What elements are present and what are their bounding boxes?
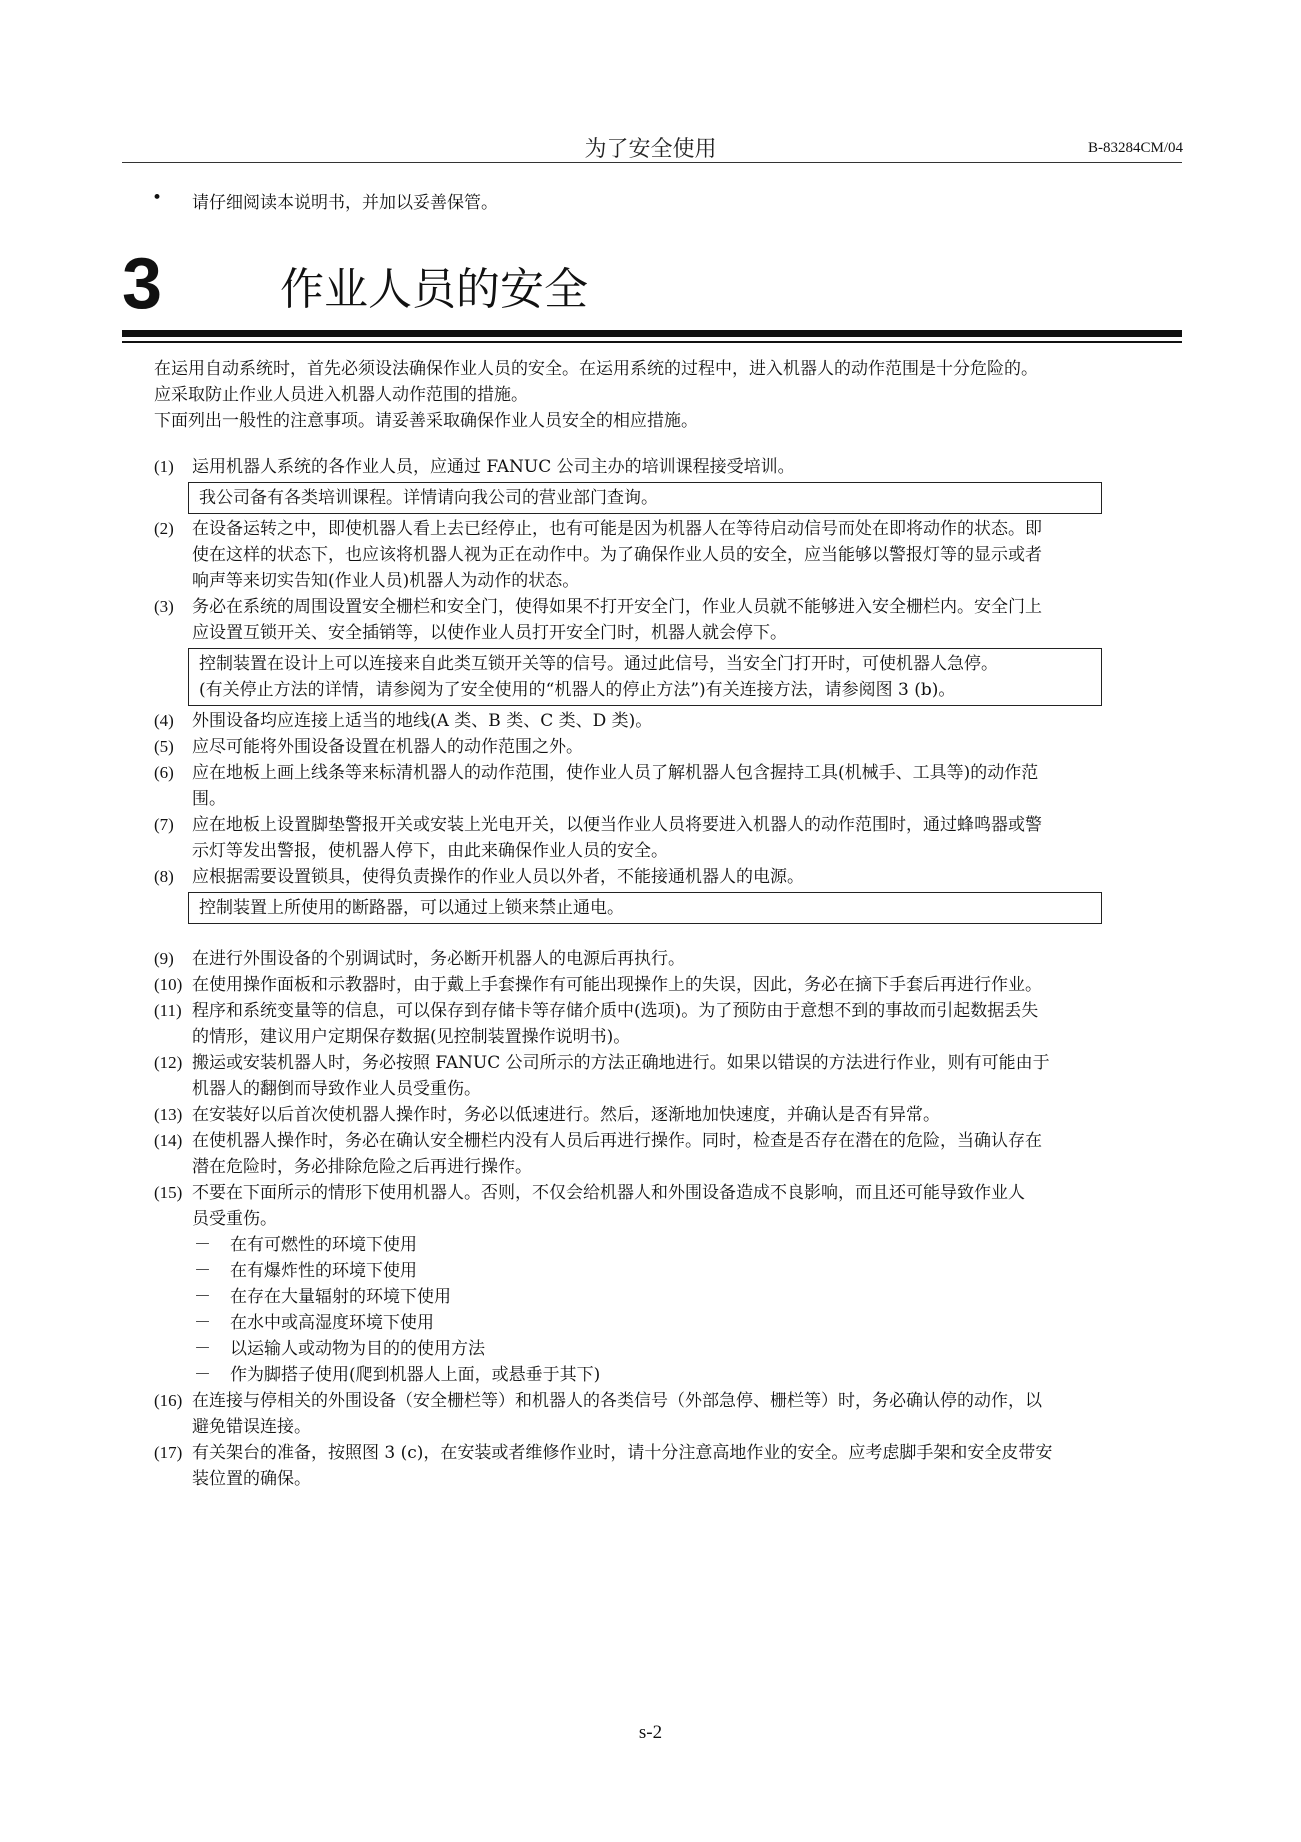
note-line: 我公司备有各类培训课程。详情请向我公司的营业部门查询。 bbox=[199, 488, 658, 508]
list-item-number: (15) bbox=[154, 1183, 183, 1202]
list-item bbox=[154, 516, 1184, 594]
list-item-line: 外围设备均应连接上适当的地线(A 类、B 类、C 类、D 类)。 bbox=[192, 711, 653, 731]
sublist-item bbox=[194, 1232, 1184, 1258]
list-item-number: (1) bbox=[154, 457, 174, 476]
spacer bbox=[154, 434, 1184, 454]
list-item-number: (10) bbox=[154, 975, 183, 994]
sublist-item-text: 在水中或高湿度环境下使用 bbox=[230, 1313, 434, 1333]
list-item-line: 在使机器人操作时，务必在确认安全栅栏内没有人员后再进行操作。同时，检查是否存在潜在的危险，当确认存在 bbox=[192, 1131, 1042, 1151]
list-item-number: (16) bbox=[154, 1391, 183, 1410]
page-header-title: 为了安全使用 bbox=[584, 137, 717, 162]
list-item-line: 应在地板上设置脚垫警报开关或安装上光电开关，以便当作业人员将要进入机器人的动作范围时，通过蜂鸣器或警 bbox=[192, 815, 1042, 835]
sublist-item bbox=[194, 1336, 1184, 1362]
dash-icon: － bbox=[194, 1339, 211, 1359]
list-item-text bbox=[192, 516, 1184, 594]
chapter-title: 作业人员的安全 bbox=[280, 264, 588, 315]
sublist-item bbox=[194, 1310, 1184, 1336]
list-item-number: (8) bbox=[154, 867, 174, 886]
list-item-line: 机器人的翻倒而导致作业人员受重伤。 bbox=[192, 1079, 481, 1099]
list-item-text bbox=[192, 734, 1184, 760]
bullet-icon: • bbox=[152, 188, 163, 208]
list-item-number: (17) bbox=[154, 1443, 183, 1462]
list-item-line: 应在地板上画上线条等来标清机器人的动作范围，使作业人员了解机器人包含握持工具(机械手、工具等)的动作范 bbox=[192, 763, 1039, 783]
list-item-line: 在设备运转之中，即使机器人看上去已经停止，也有可能是因为机器人在等待启动信号而处在即将动作的状态。即 bbox=[192, 519, 1042, 539]
list-item-line: 应根据需要设置锁具，使得负责操作的作业人员以外者，不能接通机器人的电源。 bbox=[192, 867, 804, 887]
list-item-line: 员受重伤。 bbox=[192, 1209, 277, 1229]
list-item-text bbox=[192, 1388, 1184, 1440]
sublist-item-text: 在有爆炸性的环境下使用 bbox=[230, 1261, 417, 1281]
list-item-line: 有关架台的准备，按照图 3 (c)，在安装或者维修作业时，请十分注意高地作业的安全。应考虑脚手架和安全皮带安 bbox=[192, 1443, 1053, 1463]
list-item-number: (7) bbox=[154, 815, 174, 834]
list-item bbox=[154, 708, 1184, 734]
dash-icon: － bbox=[194, 1287, 211, 1307]
sublist-item-text: 在存在大量辐射的环境下使用 bbox=[230, 1287, 451, 1307]
list-item-number: (2) bbox=[154, 519, 174, 538]
list-item bbox=[154, 594, 1184, 646]
sublist-item bbox=[194, 1362, 1184, 1388]
chapter-rule-thick bbox=[122, 330, 1182, 337]
list-item-number: (9) bbox=[154, 949, 174, 968]
list-item-text bbox=[192, 1440, 1184, 1492]
list-item-line: 程序和系统变量等的信息，可以保存到存储卡等存储介质中(选项)。为了预防由于意想不到的事故而引起数据丢失 bbox=[192, 1001, 1039, 1021]
list-item bbox=[154, 454, 1184, 480]
list-item-number: (12) bbox=[154, 1053, 183, 1072]
note-box bbox=[188, 892, 1102, 924]
list-item-line: 装位置的确保。 bbox=[192, 1469, 311, 1489]
dash-icon: － bbox=[194, 1313, 211, 1333]
list-item-text bbox=[192, 972, 1184, 998]
list-item bbox=[154, 1128, 1184, 1180]
list-item bbox=[154, 998, 1184, 1050]
list-item-text bbox=[192, 454, 1184, 480]
list-item bbox=[154, 734, 1184, 760]
intro-bullet-text: 请仔细阅读本说明书，并加以妥善保管。 bbox=[192, 193, 498, 213]
list-item-line: 的情形，建议用户定期保存数据(见控制装置操作说明书)。 bbox=[192, 1027, 631, 1047]
note-box bbox=[188, 648, 1102, 706]
list-item bbox=[154, 864, 1184, 890]
note-line: 控制装置上所使用的断路器，可以通过上锁来禁止通电。 bbox=[199, 898, 624, 918]
list-item-text bbox=[192, 1050, 1184, 1102]
intro-paragraph-line: 应采取防止作业人员进入机器人动作范围的措施。 bbox=[154, 385, 528, 405]
list-item-text bbox=[192, 946, 1184, 972]
dash-icon: － bbox=[194, 1261, 211, 1281]
sublist-item-text: 以运输人或动物为目的的使用方法 bbox=[230, 1339, 485, 1359]
list-item-line: 运用机器人系统的各作业人员，应通过 FANUC 公司主办的培训课程接受培训。 bbox=[192, 457, 795, 477]
header-rule bbox=[122, 162, 1182, 163]
page-number: s-2 bbox=[638, 1722, 663, 1743]
list-item bbox=[154, 972, 1184, 998]
list-item-line: 搬运或安装机器人时，务必按照 FANUC 公司所示的方法正确地进行。如果以错误的方法进行作业，则有可能由于 bbox=[192, 1053, 1050, 1073]
spacer bbox=[154, 926, 1184, 946]
list-item bbox=[154, 760, 1184, 812]
dash-icon: － bbox=[194, 1235, 211, 1255]
list-item-line: 避免错误连接。 bbox=[192, 1417, 311, 1437]
list-item-text bbox=[192, 864, 1184, 890]
sublist bbox=[194, 1232, 1184, 1388]
intro-paragraph-line: 在运用自动系统时，首先必须设法确保作业人员的安全。在运用系统的过程中，进入机器人的动作范围是十分危险的。 bbox=[154, 359, 1038, 379]
list-item-text bbox=[192, 1180, 1184, 1232]
list-item-text bbox=[192, 760, 1184, 812]
list-item-number: (14) bbox=[154, 1131, 183, 1150]
list-item-number: (5) bbox=[154, 737, 174, 756]
note-box bbox=[188, 482, 1102, 514]
list-item-line: 示灯等发出警报，使机器人停下，由此来确保作业人员的安全。 bbox=[192, 841, 668, 861]
intro-paragraph-line: 下面列出一般性的注意事项。请妥善采取确保作业人员安全的相应措施。 bbox=[154, 411, 698, 431]
list-item-line: 应尽可能将外围设备设置在机器人的动作范围之外。 bbox=[192, 737, 583, 757]
list-item-line: 务必在系统的周围设置安全栅栏和安全门，使得如果不打开安全门，作业人员就不能够进入安全栅栏内。安全门上 bbox=[192, 597, 1042, 617]
list-item-line: 在使用操作面板和示教器时，由于戴上手套操作有可能出现操作上的失误，因此，务必在摘下手套后再进行作业。 bbox=[192, 975, 1042, 995]
note-line: 控制装置在设计上可以连接来自此类互锁开关等的信号。通过此信号，当安全门打开时，可使机器人急停。 bbox=[199, 654, 998, 674]
sublist-item bbox=[194, 1284, 1184, 1310]
list-item bbox=[154, 1388, 1184, 1440]
list-item bbox=[154, 812, 1184, 864]
list-item bbox=[154, 1102, 1184, 1128]
list-item bbox=[154, 1440, 1184, 1492]
note-line: (有关停止方法的详情，请参阅为了安全使用的“机器人的停止方法”)有关连接方法，请参阅图 3 (b)。 bbox=[199, 680, 956, 700]
list-item bbox=[154, 1050, 1184, 1102]
list-item-text bbox=[192, 708, 1184, 734]
list-item-line: 不要在下面所示的情形下使用机器人。否则，不仅会给机器人和外围设备造成不良影响，而且还可能导致作业人 bbox=[192, 1183, 1025, 1203]
list-item-line: 在安装好以后首次使机器人操作时，务必以低速进行。然后，逐渐地加快速度，并确认是否有异常。 bbox=[192, 1105, 940, 1125]
dash-icon: － bbox=[194, 1365, 211, 1385]
list-item-line: 响声等来切实告知(作业人员)机器人为动作的状态。 bbox=[192, 571, 580, 591]
list-item-line: 使在这样的状态下，也应该将机器人视为正在动作中。为了确保作业人员的安全，应当能够以警报灯等的显示或者 bbox=[192, 545, 1042, 565]
list-item bbox=[154, 1180, 1184, 1232]
list-item-text bbox=[192, 1102, 1184, 1128]
sublist-item-text: 在有可燃性的环境下使用 bbox=[230, 1235, 417, 1255]
list-item-number: (6) bbox=[154, 763, 174, 782]
list-item-text bbox=[192, 998, 1184, 1050]
document-code: B-83284CM/04 bbox=[1087, 140, 1183, 156]
list-item-text bbox=[192, 812, 1184, 864]
list-item-line: 在连接与停相关的外围设备（安全栅栏等）和机器人的各类信号（外部急停、栅栏等）时，务必确认停的动作，以 bbox=[192, 1391, 1042, 1411]
sublist-item-text: 作为脚搭子使用(爬到机器人上面，或悬垂于其下) bbox=[230, 1365, 601, 1385]
list-item-line: 应设置互锁开关、安全插销等，以使作业人员打开安全门时，机器人就会停下。 bbox=[192, 623, 787, 643]
list-item-number: (3) bbox=[154, 597, 174, 616]
list-item-line: 围。 bbox=[192, 789, 226, 809]
list-item-text bbox=[192, 594, 1184, 646]
list-item-number: (13) bbox=[154, 1105, 183, 1124]
list-item-number: (11) bbox=[154, 1001, 182, 1020]
chapter-rule-thin bbox=[122, 341, 1182, 343]
list-item-line: 潜在危险时，务必排除危险之后再进行操作。 bbox=[192, 1157, 532, 1177]
list-item bbox=[154, 946, 1184, 972]
list-item-text bbox=[192, 1128, 1184, 1180]
list-item-line: 在进行外围设备的个别调试时，务必断开机器人的电源后再执行。 bbox=[192, 949, 685, 969]
list-item-number: (4) bbox=[154, 711, 174, 730]
sublist-item bbox=[194, 1258, 1184, 1284]
chapter-number: 3 bbox=[122, 244, 163, 324]
body-content bbox=[154, 356, 1184, 1492]
